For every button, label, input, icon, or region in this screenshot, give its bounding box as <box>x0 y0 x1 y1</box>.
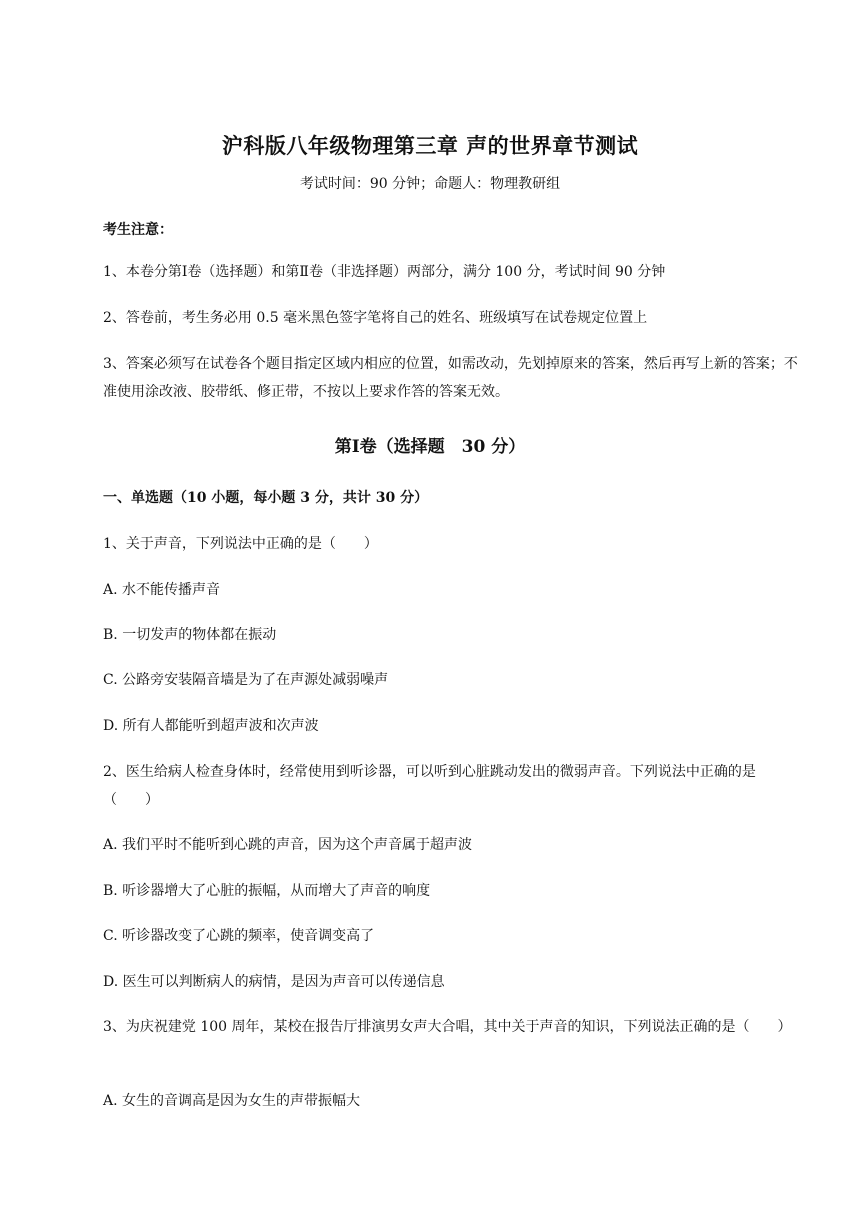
question-option: D. 医生可以判断病人的病情，是因为声音可以传递信息 <box>103 974 445 990</box>
question-stem: 3、为庆祝建党 100 周年，某校在报告厅排演男女声大合唱，其中关于声音的知识，下列说法正确的是（ ） <box>103 1019 792 1035</box>
part-heading: 一、单选题（10 小题，每小题 3 分，共计 30 分） <box>103 490 429 506</box>
page-title: 沪科版八年级物理第三章 声的世界章节测试 <box>221 133 639 158</box>
question-option: A. 女生的音调高是因为女生的声带振幅大 <box>103 1093 361 1109</box>
question-option: C. 公路旁安装隔音墙是为了在声源处减弱噪声 <box>103 672 389 688</box>
question-option: B. 一切发声的物体都在振动 <box>103 627 277 643</box>
notice-item: 3、答案必须写在试卷各个题目指定区域内相应的位置，如需改动，先划掉原来的答案，然后再写上新的答案；不准使用涂改液、胶带纸、修正带，不按以上要求作答的答案无效。 <box>103 356 798 400</box>
question-option: C. 听诊器改变了心跳的频率，使音调变高了 <box>103 928 375 944</box>
question-stem: 1、关于声音，下列说法中正确的是（ ） <box>103 536 378 552</box>
notice-item: 2、答卷前，考生务必用 0.5 毫米黑色签字笔将自己的姓名、班级填写在试卷规定位置上 <box>103 310 648 326</box>
section-title: 第Ⅰ卷（选择题 30 分） <box>334 437 526 457</box>
notice-heading: 考生注意： <box>103 222 173 238</box>
question-option: D. 所有人都能听到超声波和次声波 <box>103 718 319 734</box>
question-option: A. 我们平时不能听到心跳的声音，因为这个声音属于超声波 <box>103 837 473 853</box>
question-option: A. 水不能传播声音 <box>103 582 221 598</box>
exam-info: 考试时间：90 分钟；命题人：物理教研组 <box>299 176 561 192</box>
question-stem: 2、医生给病人检查身体时，经常使用到听诊器，可以听到心脏跳动发出的微弱声音。下列说法中正确的是（ ） <box>103 764 756 808</box>
notice-item: 1、本卷分第Ⅰ卷（选择题）和第Ⅱ卷（非选择题）两部分，满分 100 分，考试时间 90 分钟 <box>103 264 666 280</box>
question-option: B. 听诊器增大了心脏的振幅，从而增大了声音的响度 <box>103 883 431 899</box>
